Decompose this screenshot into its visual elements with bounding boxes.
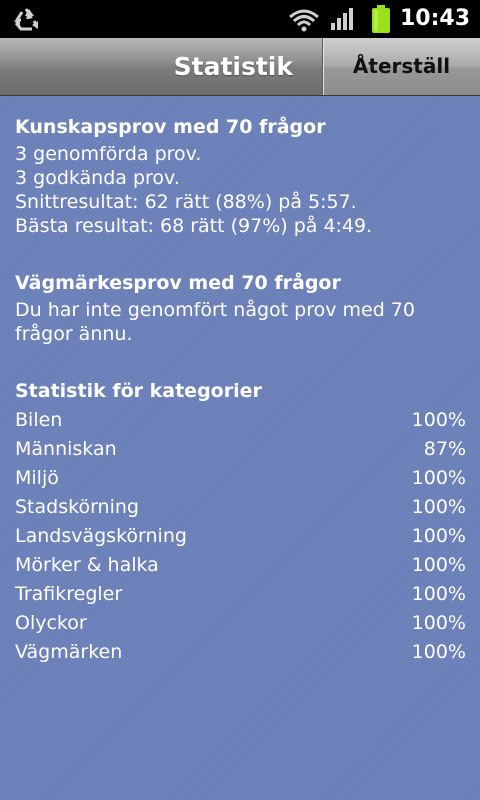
category-row [15, 638, 466, 667]
category-name: Vägmärken [15, 641, 123, 663]
category-row [15, 609, 466, 638]
category-row [15, 464, 466, 493]
category-name: Stadskörning [15, 496, 139, 518]
category-percent: 100% [411, 554, 466, 576]
recycle-icon [12, 7, 40, 31]
category-row [15, 406, 466, 435]
knowledge-test-section [15, 112, 466, 238]
stat-message: Du har inte genomfört något prov med 70 frågor ännu. [15, 299, 415, 345]
category-name: Människan [15, 438, 117, 460]
category-row [15, 551, 466, 580]
screen-title: Statistik [173, 52, 293, 81]
title-bar [0, 38, 480, 96]
category-percent: 100% [411, 583, 466, 605]
category-name: Bilen [15, 409, 63, 431]
section-heading: Kunskapsprov med 70 frågor [15, 116, 326, 138]
signal-icon [330, 7, 356, 31]
category-percent: 100% [411, 409, 466, 431]
stat-line: Bästa resultat: 68 rätt (97%) på 4:49. [15, 215, 373, 237]
category-stats-section [15, 376, 466, 667]
stat-line: 3 genomförda prov. [15, 143, 202, 165]
category-percent: 100% [411, 525, 466, 547]
reset-button[interactable]: Återställ [322, 38, 480, 95]
category-percent: 100% [411, 496, 466, 518]
category-percent: 100% [411, 641, 466, 663]
category-percent: 100% [411, 612, 466, 634]
stat-line: Snittresultat: 62 rätt (88%) på 5:57. [15, 191, 357, 213]
category-name: Olyckor [15, 612, 87, 634]
road-signs-test-section [15, 268, 466, 346]
battery-icon [370, 4, 392, 34]
category-row [15, 493, 466, 522]
category-percent: 87% [423, 438, 466, 460]
statistics-content [15, 112, 466, 697]
stat-line: 3 godkända prov. [15, 167, 180, 189]
category-row [15, 580, 466, 609]
section-heading: Statistik för kategorier [15, 380, 262, 402]
category-name: Mörker & halka [15, 554, 159, 576]
category-row [15, 522, 466, 551]
status-bar [0, 0, 480, 38]
category-name: Landsvägskörning [15, 525, 187, 547]
wifi-icon [288, 8, 320, 32]
status-clock: 10:43 [399, 6, 470, 31]
category-name: Trafikregler [15, 583, 123, 605]
category-name: Miljö [15, 467, 59, 489]
section-heading: Vägmärkesprov med 70 frågor [15, 272, 341, 294]
category-percent: 100% [411, 467, 466, 489]
category-row [15, 435, 466, 464]
